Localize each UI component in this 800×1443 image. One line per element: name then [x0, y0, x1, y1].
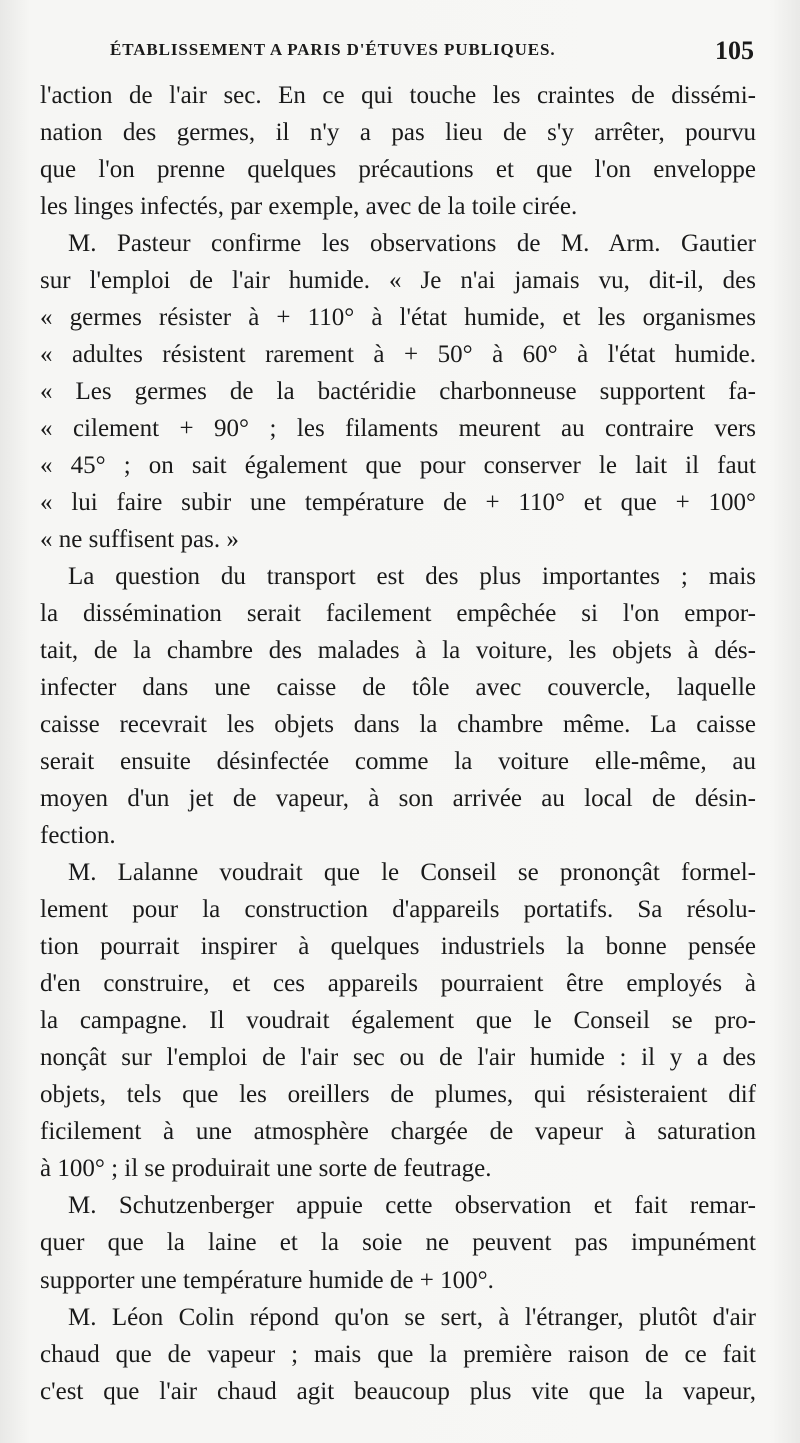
text-line: supporter une température humide de + 100°. [40, 1266, 494, 1294]
text-line: « germes résister à + 110° à l'état humide, et les organismes [40, 304, 756, 332]
text-line: à 100° ; il se produirait une sorte de feutrage. [40, 1155, 492, 1183]
page-header [38, 36, 760, 76]
text-line: « cilement + 90° ; les filaments meurent au contraire vers [40, 415, 756, 443]
text-line: « ne suffisent pas. » [40, 526, 239, 554]
text-line: chaud que de vapeur ; mais que la première raison de ce fait [40, 1340, 756, 1368]
text-line: « 45° ; on sait également que pour conserver le lait il faut [40, 452, 756, 480]
text-line: quer que la laine et la soie ne peuvent pas impunément [40, 1229, 756, 1257]
text-line: « adultes résistent rarement à + 50° à 60° à l'état humide. [40, 341, 756, 369]
text-line: « lui faire subir une température de + 110° et que + 100° [40, 489, 756, 517]
text-line: la campagne. Il voudrait également que le Conseil se pro- [40, 1007, 756, 1035]
text-line: d'en construire, et ces appareils pourraient être employés à [40, 970, 756, 998]
text-line: nation des germes, il n'y a pas lieu de s'y arrêter, pourvu [40, 119, 756, 147]
text-line: M. Léon Colin répond qu'on se sert, à l'étranger, plutôt d'air [68, 1303, 756, 1331]
text-line: l'action de l'air sec. En ce qui touche les craintes de dissémi- [40, 82, 756, 109]
text-line: La question du transport est des plus importantes ; mais [68, 563, 756, 591]
running-head: ÉTABLISSEMENT A PARIS D'ÉTUVES PUBLIQUES. [110, 40, 556, 59]
text-line: fection. [40, 822, 116, 850]
text-line: que l'on prenne quelques précautions et que l'on enveloppe [40, 156, 756, 184]
text-line: lement pour la construction d'appareils portatifs. Sa résolu- [40, 896, 756, 924]
text-line: M. Schutzenberger appuie cette observation et fait remar- [68, 1192, 756, 1220]
text-line: tion pourrait inspirer à quelques industriels la bonne pensée [40, 933, 756, 961]
text-line: les linges infectés, par exemple, avec de la toile cirée. [40, 193, 578, 221]
text-line: serait ensuite désinfectée comme la voiture elle-même, au [40, 748, 756, 776]
text-line: M. Lalanne voudrait que le Conseil se prononçât formel- [68, 859, 756, 887]
text-line: « Les germes de la bactéridie charbonneuse supportent fa- [40, 378, 756, 406]
text-line: la dissémination serait facilement empêchée si l'on empor- [40, 600, 756, 628]
text-line: ficilement à une atmosphère chargée de vapeur à saturation [40, 1118, 756, 1146]
page-number: 105 [715, 36, 754, 65]
text-line: M. Pasteur confirme les observations de M. Arm. Gautier [68, 230, 756, 258]
body-text [40, 77, 756, 1410]
text-line: moyen d'un jet de vapeur, à son arrivée au local de désin- [40, 785, 756, 813]
text-line: tait, de la chambre des malades à la voiture, les objets à dés- [40, 637, 756, 665]
text-line: infecter dans une caisse de tôle avec couvercle, laquelle [40, 674, 756, 702]
text-line: sur l'emploi de l'air humide. « Je n'ai jamais vu, dit-il, des [40, 267, 756, 295]
text-line: c'est que l'air chaud agit beaucoup plus vite que la vapeur, [40, 1377, 756, 1405]
text-line: nonçât sur l'emploi de l'air sec ou de l'air humide : il y a des [40, 1044, 756, 1072]
text-line: caisse recevrait les objets dans la chambre même. La caisse [40, 711, 756, 739]
text-line: objets, tels que les oreillers de plumes, qui résisteraient dif [40, 1081, 756, 1109]
